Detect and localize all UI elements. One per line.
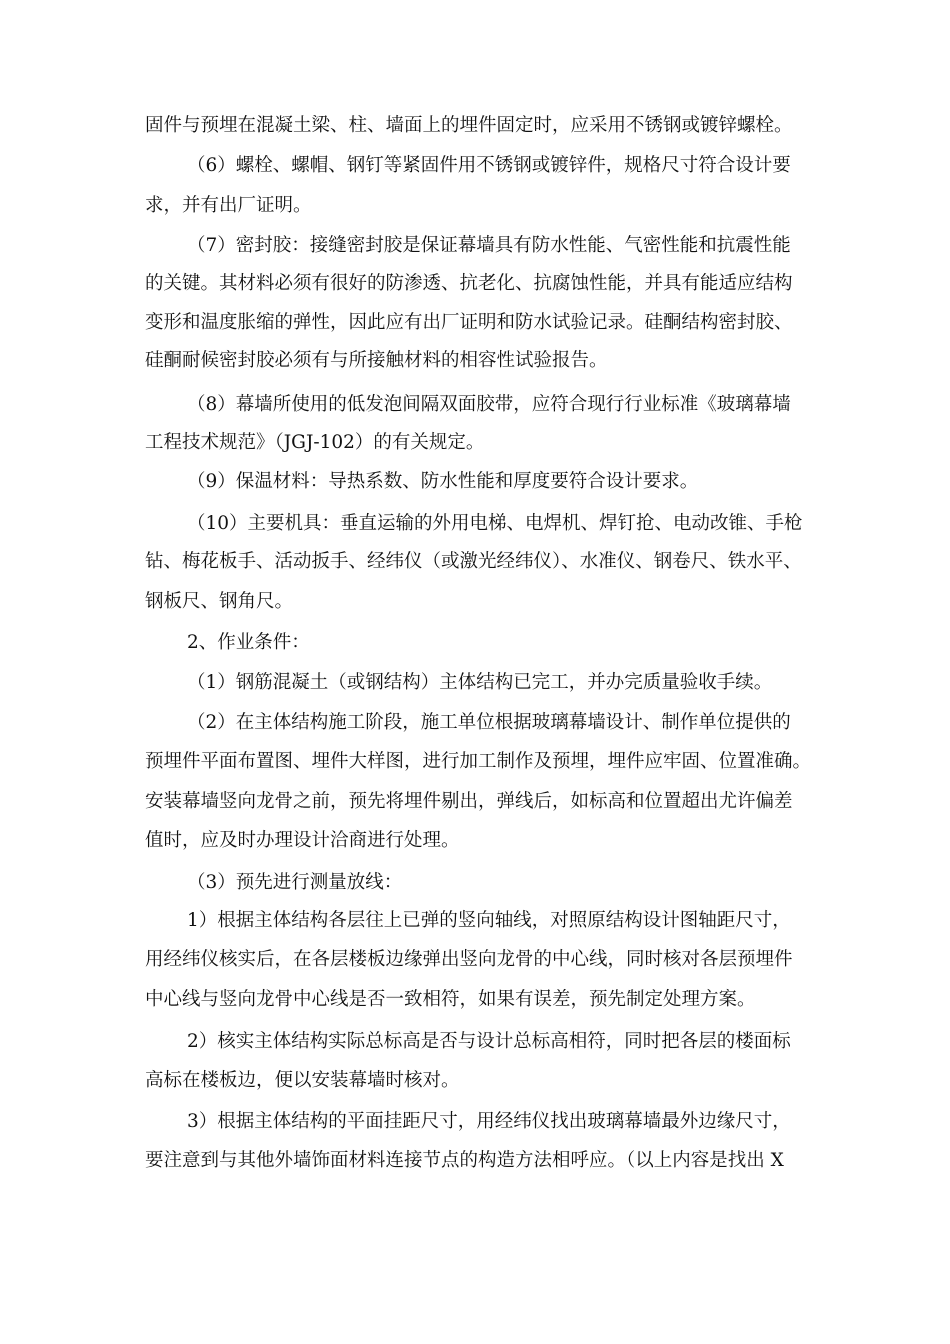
text-line-11: （10）主要机具：垂直运输的外用电梯、电焊机、焊钉抢、电动改锥、手枪 — [187, 513, 803, 534]
text-line-25: 高标在楼板边，便以安装幕墙时核对。 — [145, 1070, 460, 1091]
text-line-18: 安装幕墙竖向龙骨之前，预先将埋件剔出，弹线后，如标高和位置超出尤许偏差 — [145, 791, 793, 812]
text-line-19: 值时，应及时办理设计洽商进行处理。 — [145, 830, 460, 851]
text-line-7: 硅酮耐候密封胶必须有与所接触材料的相容性试验报告。 — [145, 350, 608, 371]
text-line-23: 中心线与竖向龙骨中心线是否一致相符，如果有误差，预先制定处理方案。 — [145, 989, 756, 1010]
text-line-2: （6）螺栓、螺帽、钢钉等紧固件用不锈钢或镀锌件，规格尺寸符合设计要 — [187, 155, 791, 176]
text-line-14: 2、作业条件： — [187, 632, 310, 653]
text-line-20: （3）预先进行测量放线： — [187, 872, 403, 893]
text-line-24: 2）核实主体结构实际总标高是否与设计总标高相符，同时把各层的楼面标 — [187, 1031, 791, 1052]
text-line-5: 的关键。其材料必须有很好的防渗透、抗老化、抗腐蚀性能，并具有能适应结构 — [145, 273, 793, 294]
text-line-9: 工程技术规范》（JGJ-102）的有关规定。 — [145, 432, 485, 453]
text-line-4: （7）密封胶：接缝密封胶是保证幕墙具有防水性能、气密性能和抗震性能 — [187, 235, 791, 256]
text-line-13: 钢板尺、钢角尺。 — [145, 591, 294, 612]
text-line-17: 预埋件平面布置图、埋件大样图，进行加工制作及预埋，埋件应牢固、位置准确。 — [145, 751, 812, 772]
text-line-1: 固件与预埋在混凝土梁、柱、墙面上的埋件固定时，应采用不锈钢或镀锌螺栓。 — [145, 115, 793, 136]
text-line-22: 用经纬仪核实后，在各层楼板边缘弹出竖向龙骨的中心线，同时核对各层预埋件 — [145, 949, 793, 970]
text-line-27: 要注意到与其他外墙饰面材料连接节点的构造方法相呼应。（以上内容是找出 X — [145, 1150, 784, 1171]
text-line-3: 求，并有出厂证明。 — [145, 195, 312, 216]
text-line-8: （8）幕墙所使用的低发泡间隔双面胶带，应符合现行行业标准《玻璃幕墙 — [187, 394, 791, 415]
text-line-16: （2）在主体结构施工阶段，施工单位根据玻璃幕墙设计、制作单位提供的 — [187, 712, 791, 733]
text-line-12: 钻、梅花板手、活动扳手、经纬仪（或激光经纬仪）、水准仪、钢卷尺、铁水平、 — [145, 551, 802, 572]
text-line-6: 变形和温度胀缩的弹性，因此应有出厂证明和防水试验记录。硅酮结构密封胶、 — [145, 312, 793, 333]
text-line-21: 1）根据主体结构各层往上已弹的竖向轴线，对照原结构设计图轴距尺寸， — [187, 910, 791, 931]
text-line-15: （1）钢筋混凝土（或钢结构）主体结构已完工，并办完质量验收手续。 — [187, 672, 773, 693]
text-line-10: （9）保温材料：导热系数、防水性能和厚度要符合设计要求。 — [187, 471, 699, 492]
text-line-26: 3）根据主体结构的平面挂距尺寸，用经纬仪找出玻璃幕墙最外边缘尺寸， — [187, 1111, 791, 1132]
